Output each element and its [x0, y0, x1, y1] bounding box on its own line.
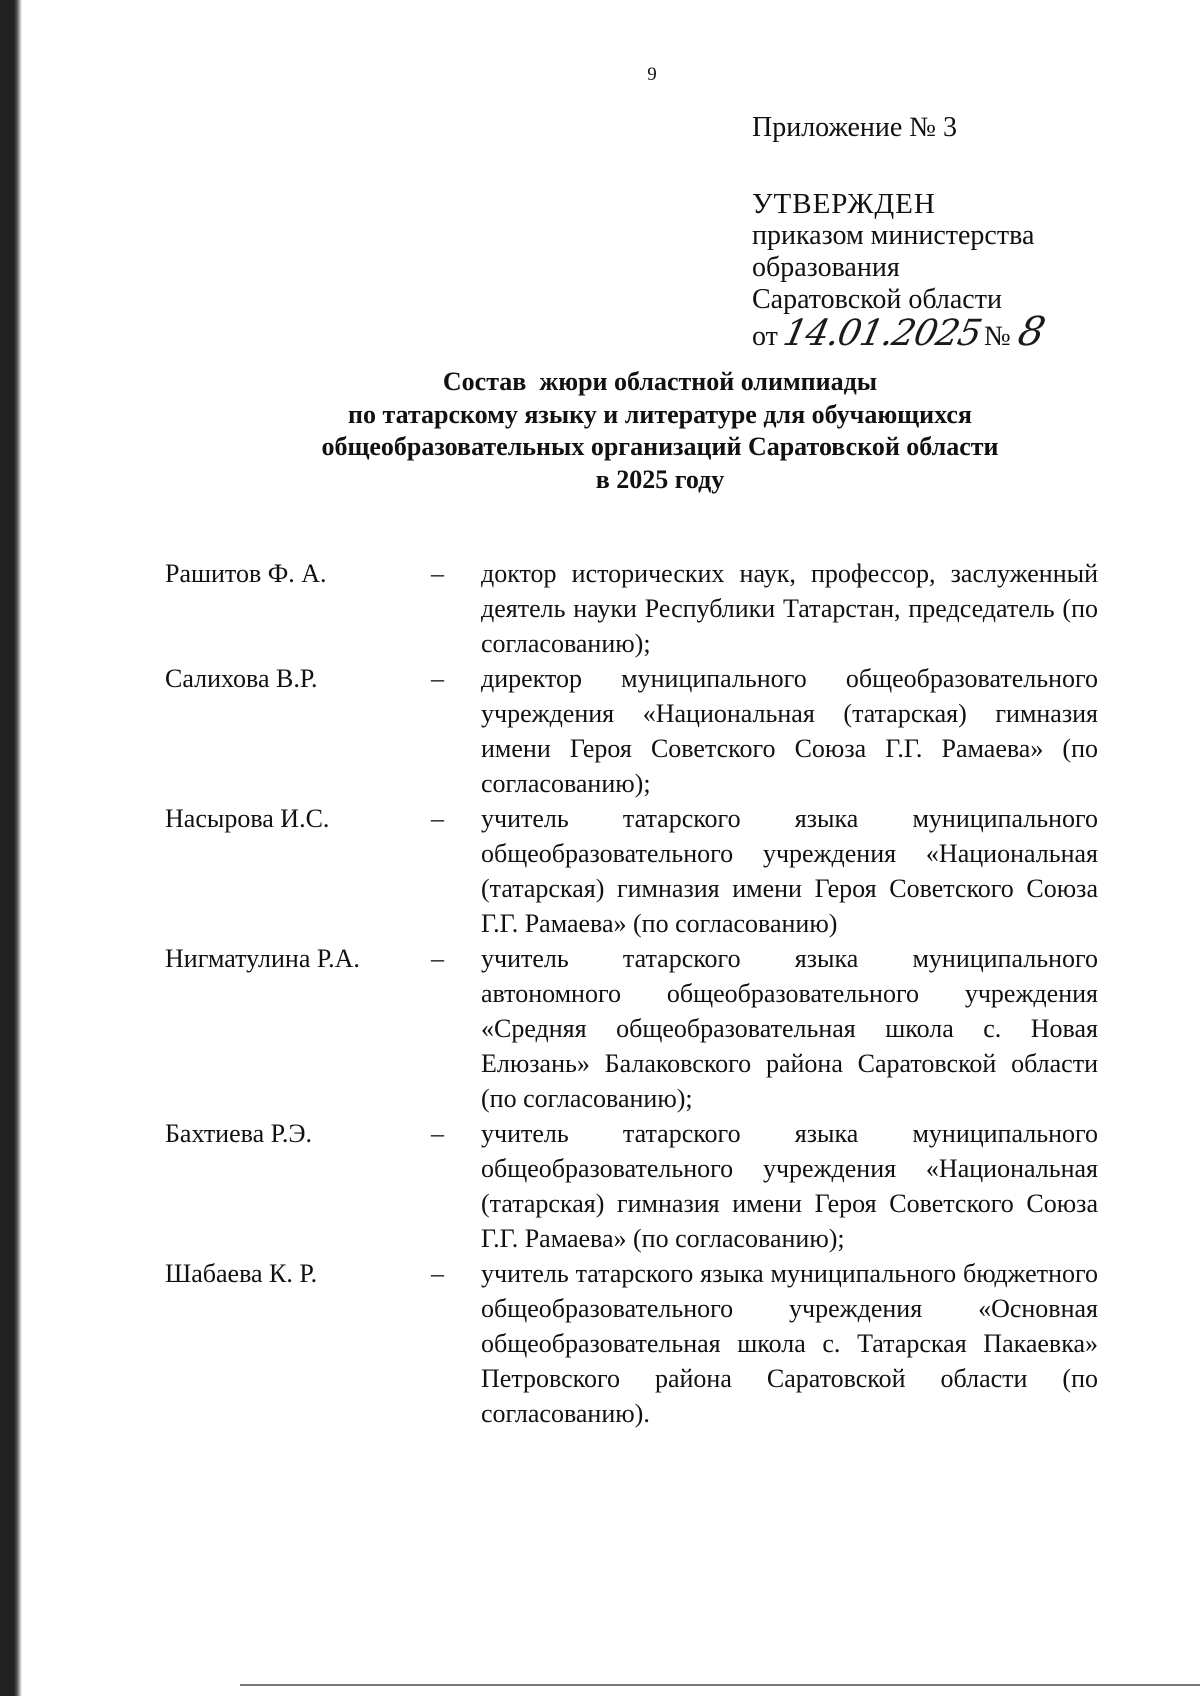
member-dash: – — [431, 1259, 444, 1288]
jury-member — [165, 941, 1100, 1116]
member-description: доктор исторических наук, профессор, заслуженный деятель науки Республики Татарстан, председатель (по согласованию); — [481, 559, 1098, 658]
member-name: Рашитов Ф. А. — [165, 559, 327, 588]
approval-line-1: приказом министерства — [752, 220, 1035, 251]
member-name: Шабаева К. Р. — [165, 1259, 318, 1288]
approval-line-2: образования — [752, 252, 900, 283]
handwritten-order-number: 8 — [1013, 309, 1049, 355]
scan-left-edge — [0, 0, 22, 1696]
member-dash: – — [431, 559, 444, 588]
title-line-1: Состав жюри областной олимпиады — [442, 367, 878, 396]
handwritten-date: 14.01.2025 — [779, 313, 985, 354]
jury-member — [165, 801, 1100, 941]
member-name: Салихова В.Р. — [165, 664, 318, 693]
jury-member — [165, 1116, 1100, 1256]
member-dash: – — [431, 664, 444, 693]
member-description: учитель татарского языка муниципального общеобразовательного учреждения «Национальная (татарская) гимназия имени Героя Советского Союза Г.Г. Рамаева» (по согласованию) — [481, 804, 1098, 938]
from-label: от — [752, 321, 778, 352]
member-name: Бахтиева Р.Э. — [165, 1119, 312, 1148]
approval-line-3: Саратовской области — [752, 284, 1002, 315]
member-dash: – — [431, 944, 444, 973]
member-name: Нигматулина Р.А. — [165, 944, 360, 973]
approval-block — [752, 112, 1052, 353]
order-date-line — [752, 309, 1052, 355]
jury-member — [165, 661, 1100, 801]
member-description: учитель татарского языка муниципального бюджетного общеобразовательного учреждения «Основная общеобразовательная школа с. Татарская Пакаевка» Петровского района Саратовской области (по согласованию). — [481, 1259, 1098, 1428]
member-description: директор муниципального общеобразовательного учреждения «Национальная (татарская) гимназия имени Героя Советского Союза Г.Г. Рамаева» (по согласованию); — [481, 664, 1098, 798]
page-number: 9 — [647, 64, 657, 85]
member-dash: – — [431, 804, 444, 833]
annex-label: Приложение № 3 — [752, 112, 957, 143]
jury-member — [165, 1256, 1100, 1431]
number-label: № — [984, 321, 1011, 352]
title-line-3: общеобразовательных организаций Саратовской области — [321, 432, 999, 461]
document-title — [210, 366, 1110, 496]
member-description: учитель татарского языка муниципального общеобразовательного учреждения «Национальная (татарская) гимназия имени Героя Советского Союза Г.Г. Рамаева» (по согласованию); — [481, 1119, 1098, 1253]
member-description: учитель татарского языка муниципального автономного общеобразовательного учреждения «Средняя общеобразовательная школа с. Новая Елюзань» Балаковского района Саратовской области (по согласованию); — [481, 944, 1098, 1113]
title-line-4: в 2025 году — [595, 464, 725, 494]
member-dash: – — [431, 1119, 444, 1148]
title-line-2: по татарскому языку и литературе для обучающихся — [348, 399, 972, 429]
member-name: Насырова И.С. — [165, 804, 330, 833]
scan-bottom-edge — [240, 1684, 1200, 1686]
approved-heading: УТВЕРЖДЕН — [752, 188, 936, 220]
jury-member — [165, 556, 1100, 661]
jury-members-list — [165, 556, 1100, 1431]
